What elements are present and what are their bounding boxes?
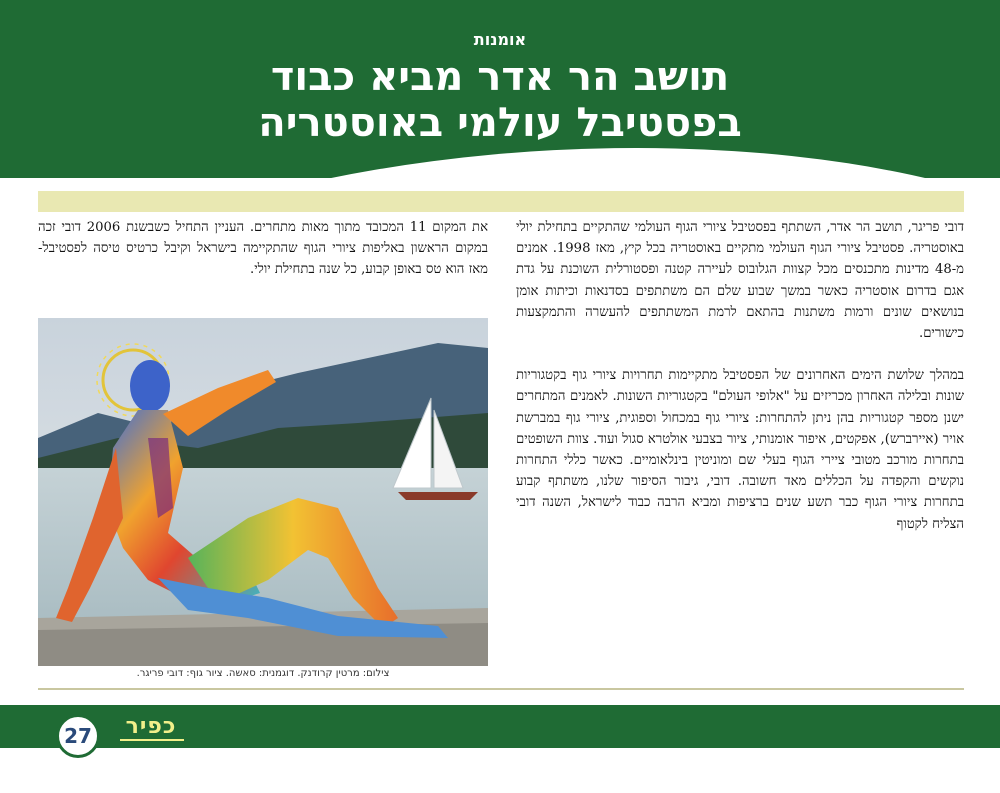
- title-line-1: תושב הר אדר מביא כבוד: [270, 54, 730, 100]
- logo-underline: [120, 739, 184, 741]
- photo-caption: צילום: מרטין קרודנק. דוגמנית: סאשה. ציור גוף: דובי פריגר.: [136, 668, 390, 679]
- article-paragraph-1: דובי פריגר, תושב הר אדר, השתתף בפסטיבל ציורי הגוף העולמי שהתקיים בתחילת יולי באוסטריה. פסטיבל ציורי הגוף העולמי מתקיים באוסטריה בכל קיץ, מאז 1998. אמנים מ-48 מדינות מתכנסים מכל קצוות הגלובוס לעיירה קטנה ופסטורלית השוכנת על גדת אגם בדרום אוסטריה כאשר במשך שבוע שלם הם משתתפים בסדנאות וכיתות אומן בנושאים שונים ורמות משתנות בהתאם לרמת המשתתפים להעשרה והתמקצעות כישורים.: [516, 220, 964, 342]
- article-paragraph-2: במהלך שלושת הימים האחרונים של הפסטיבל מתקיימות תחרויות ציורי גוף בקטגוריות שונות ובלילה האחרון מכריזים על "אלופי העולם" בקטגוריות השונות. לאמנים המתחרים ישנן מספר קטגוריות בהן ניתן להתחרות: ציורי גוף במכחול וספוגית, ציורי גוף במברשת אויר (איירברש), אפקטים, איפור אומנותי, ציור בצבעי אולטרא סגול ועוד. צוות השופטים בתחרות מורכב מטובי ציירי הגוף בעלי שם ומוניטין בינלאומיים. כאשר כללי התחרות נוקשים והקפדה על הכללים מאד חשובה. דובי, גיבור הסיפור שלנו, משתתף קבוע בתחרות ציורי הגוף כבר תשע שנים ברציפות ומביא הרבה כבוד לישראל, השנה דובי הצליח לקטוף: [516, 368, 964, 532]
- highlight-bar: [38, 191, 964, 212]
- header-banner: [0, 0, 1000, 178]
- section-kicker: אומנות: [473, 30, 527, 49]
- body-paint-photo: [38, 318, 488, 666]
- article-paragraph-3: את המקום 11 המכובד מתוך מאות מתחרים. העניין התחיל כשבשנת 2006 דובי זכה במקום הראשון באליפות ציורי הגוף שהתקיימה בישראל וקיבל כרטיס טיסה לפסטיבל- מאז הוא טס באופן קבוע, כל שנה בתחילת יולי.: [38, 220, 489, 278]
- article-left-column: [38, 217, 488, 302]
- kfir-logo: כפיר: [125, 714, 177, 739]
- page-number: 27: [56, 714, 100, 758]
- article-right-column: [516, 217, 964, 556]
- footer-divider: [38, 688, 964, 690]
- page-title: [0, 54, 1000, 146]
- title-line-2: בפסטיבל עולמי באוסטריה: [258, 100, 742, 146]
